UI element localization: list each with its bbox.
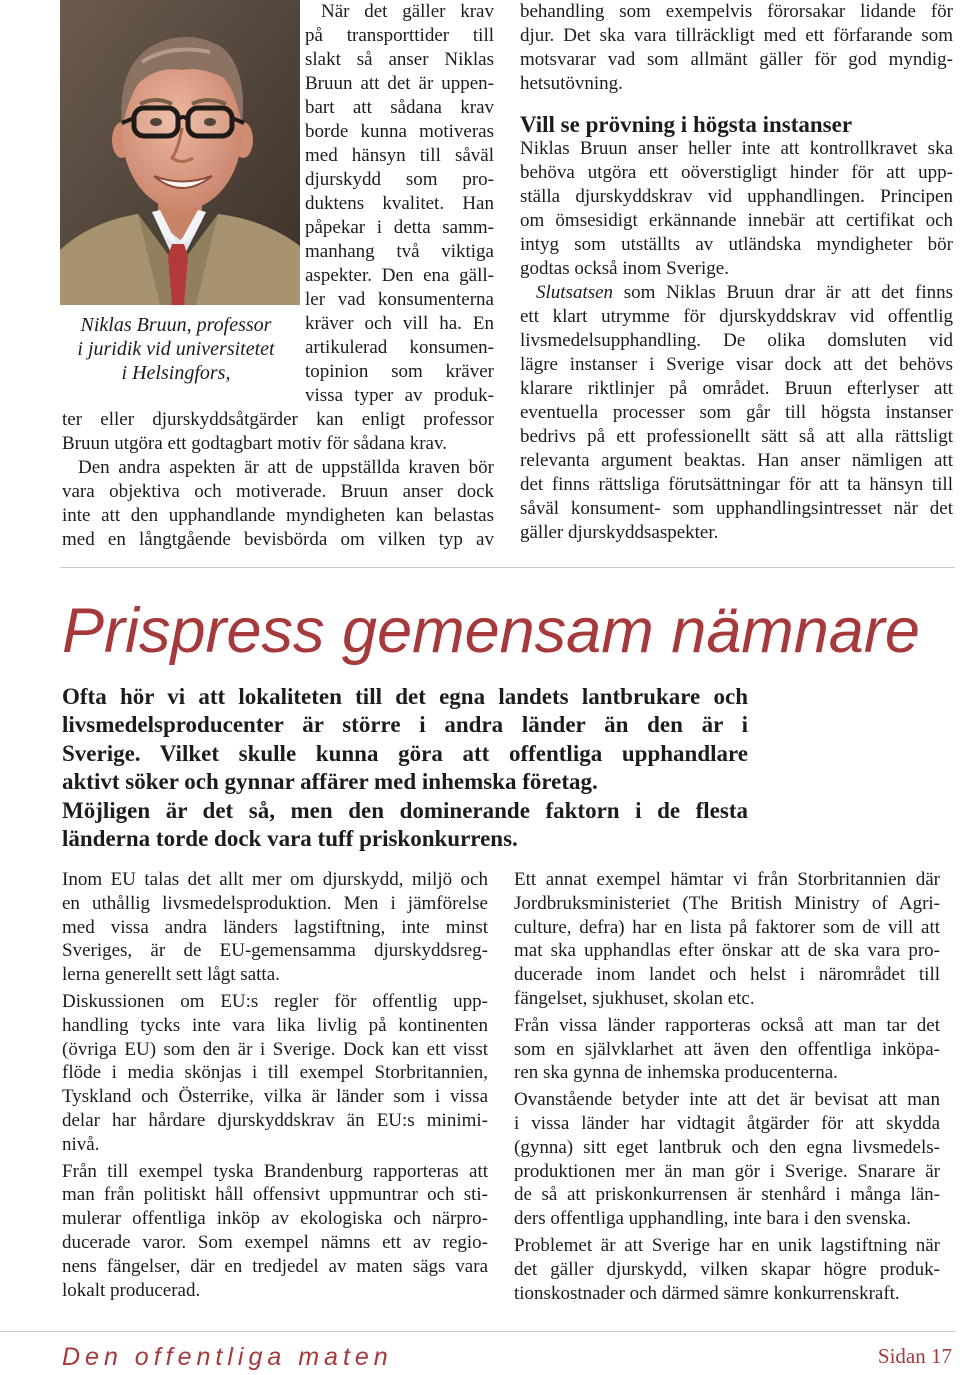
text-line: hetsutövning. bbox=[520, 73, 623, 94]
text-line: intyg som utställts av utländska myndigheter bör bbox=[520, 234, 953, 255]
text-line: aspekter. Den ena gäll- bbox=[305, 265, 494, 286]
text-line: med vissa andra länders lagstiftning, inte minst bbox=[62, 916, 488, 938]
section-heading: Vill se prövning i högsta instanser bbox=[520, 112, 853, 137]
text-line: fängelset, sjukhuset, skolan etc. bbox=[514, 987, 755, 1009]
text-line: mulerar offentliga inköp av ekologiska och närpro- bbox=[62, 1208, 488, 1230]
text-line: (övriga EU) som den är i Sverige. Dock kan ett visst bbox=[62, 1038, 488, 1060]
article-headline: Prispress gemensam nämnare bbox=[62, 596, 920, 666]
text-line: Sverige. Vilket skulle kunna göra att offentliga upphandlare bbox=[62, 740, 748, 766]
text-line: man från politiskt håll offensivt uppmuntrar och sti- bbox=[62, 1184, 488, 1206]
text-line: Diskussionen om EU:s regler för offentlig upp- bbox=[62, 990, 488, 1012]
text-line: ducerade varor. Som exempel nämns ett av regio- bbox=[62, 1231, 488, 1253]
text-line: behöva utgöra ett oöverstigligt hinder för att upp- bbox=[520, 162, 953, 183]
text-line: vara objektiva och motiverade. Bruun anser dock bbox=[62, 481, 494, 502]
text-line: det gäller djurskydd, vilken skapar högre produk- bbox=[514, 1258, 940, 1280]
text-line: nens fängelser, där en tredjedel av maten sägs vara bbox=[62, 1255, 488, 1277]
caption-line: i juridik vid universitetet bbox=[77, 338, 275, 360]
line-text: som Niklas Bruun drar är att det finns bbox=[613, 282, 953, 303]
text-line bbox=[520, 281, 953, 305]
text-line: mat ska upphandlas efter önskar att de ska vara pro- bbox=[514, 940, 940, 962]
text-line: ställa djurskyddskrav vid upphandlingen. Principen bbox=[520, 186, 953, 207]
text-line: klarare riktlinjer på området. Bruun efterlyser att bbox=[520, 378, 953, 399]
text-line: Från till exempel tyska Brandenburg rapporteras att bbox=[62, 1160, 488, 1182]
text-line: artikulerad konsumen- bbox=[305, 337, 494, 358]
text-line: motsvarar vad som allmänt gäller för god myndig- bbox=[520, 49, 953, 70]
text-line: lerna generellt sett lågt satta. bbox=[62, 964, 280, 986]
text-line: nivå. bbox=[62, 1133, 100, 1155]
paragraph bbox=[62, 868, 488, 987]
publication-title: Den offentliga maten bbox=[62, 1343, 393, 1371]
text-line: med hänsyn till såväl bbox=[305, 145, 494, 166]
text-line: Möjligen är det så, men den dominerande faktorn i de flesta bbox=[62, 797, 748, 823]
text-line: relevanta argument beaktas. Han anser nämligen att bbox=[520, 450, 953, 471]
paragraph bbox=[62, 1160, 488, 1303]
text-line: bedrivs på ett professionellt sätt så att alla rättsligt bbox=[520, 426, 953, 447]
text-line: ren ska gynna de inhemska producenterna. bbox=[514, 1062, 838, 1084]
section-divider bbox=[60, 567, 955, 568]
text-line: bart att sådana krav bbox=[305, 97, 494, 118]
text-line: topinion som kräver bbox=[305, 361, 494, 382]
caption-line: Niklas Bruun, professor bbox=[80, 314, 272, 336]
text-line: flöde i media skönjas i till exempel Storbritannien, bbox=[62, 1062, 488, 1084]
text-line: djur. Det ska vara tillräckligt med ett förfarande som bbox=[520, 25, 953, 46]
italic-lead-word: Slutsatsen bbox=[536, 282, 614, 303]
text-line: kräver och vill ha. En bbox=[305, 313, 494, 334]
text-line: länderna torde dock vara tuff priskonkurrens. bbox=[62, 826, 518, 852]
footer-divider bbox=[0, 1331, 956, 1332]
article-column-bottom-left bbox=[62, 868, 488, 1302]
text-line: aktivt söker och gynnar affärer med inhemska företag. bbox=[62, 769, 598, 795]
text-line: ter eller djurskyddsåtgärder kan enligt professor bbox=[62, 409, 494, 430]
paragraph bbox=[514, 868, 940, 1011]
text-line: delar har hårdare djurskyddskrav än EU:s minimi- bbox=[62, 1109, 488, 1131]
text-line: Niklas Bruun anser heller inte att kontrollkravet ska bbox=[520, 138, 953, 159]
text-line: de så att priskonkurrensen är stenhård i många län- bbox=[514, 1184, 940, 1206]
text-line: med en långtgående bevisbörda om vilken typ av bbox=[62, 529, 494, 550]
paragraph bbox=[520, 137, 953, 281]
text-line: ett klart utrymme för djurskyddskrav vid offentlig bbox=[520, 306, 953, 327]
paragraph bbox=[62, 797, 748, 854]
text-line: Ett annat exempel hämtar vi från Storbritannien där bbox=[514, 869, 940, 890]
text-line: i vissa länder har vidtagit åtgärder för att skydda bbox=[514, 1112, 940, 1134]
lead-text bbox=[62, 683, 748, 853]
text-line: om ömsesidigt erkännande innebär att certifikat och bbox=[520, 210, 953, 231]
text-line: Ovanstående betyder inte att det är bevisat att man bbox=[514, 1089, 940, 1111]
text-line: vissa typer av produk- bbox=[305, 385, 494, 406]
paragraph bbox=[62, 990, 488, 1157]
paragraph bbox=[514, 1234, 940, 1305]
text-line: slakt så anser Niklas bbox=[305, 49, 494, 70]
article-lead bbox=[62, 683, 748, 853]
text-line: livsmedelsproducenter är större i andra länder än den är i bbox=[62, 712, 748, 738]
text-line: Inom EU talas det allt mer om djurskydd, miljö och bbox=[62, 869, 488, 890]
portrait-wrap-space bbox=[62, 0, 305, 400]
text-line: Den andra aspekten är att de uppställda kraven bör bbox=[78, 457, 494, 478]
text-line: handling tycks inte vara lika livlig på kontinenten bbox=[62, 1014, 488, 1036]
text-line: Ofta hör vi att lokaliteten till det egna landets lantbrukare och bbox=[62, 684, 748, 709]
text-line: Från vissa länder rapporteras också att man tar det bbox=[514, 1014, 940, 1036]
text-line: gäller djurskyddsaspekter. bbox=[520, 522, 719, 543]
text-line: ders offentliga upphandling, inte bara i den svenska. bbox=[514, 1208, 911, 1230]
article-column-top-right bbox=[520, 0, 953, 545]
text-line: påpekar i detta samm- bbox=[305, 217, 494, 238]
text-line: produktionen mer än man gör i Sverige. Snarare är bbox=[514, 1160, 940, 1182]
caption-line: i Helsingfors, bbox=[121, 362, 231, 384]
text-line: det finns rättsliga förutsättningar för att ta hänsyn till bbox=[520, 474, 953, 495]
text-line: Bruun utgöra ett godtagbart motiv för sådana krav. bbox=[62, 433, 447, 454]
text-line: godtas också inom Sverige. bbox=[520, 258, 729, 279]
text-line: Tyskland och Österrike, vilka är länder som i vissa bbox=[62, 1086, 488, 1108]
text-line: borde kunna motiveras bbox=[305, 121, 494, 142]
text-line: Jordbruksministeriet (The British Ministry of Agri- bbox=[514, 892, 940, 914]
text-line: såväl konsument- som upphandlingsintresset när det bbox=[520, 498, 953, 519]
text-line: duktens kvalitet. Han bbox=[305, 193, 494, 214]
text-line: en uthållig livsmedelsproduktion. Men i jämförelse bbox=[62, 892, 488, 914]
text-line: inte att den upphandlande myndigheten kan belastas bbox=[62, 505, 494, 526]
text-line: Sveriges, är de EU-gemensamma djurskyddsreg- bbox=[62, 940, 488, 962]
text-line: (gynna) sitt eget lantbruk och den egna livsmedels- bbox=[514, 1136, 940, 1158]
text-line: Bruun att det är uppen- bbox=[305, 73, 494, 94]
text-line: ducerade inom landet och helst i närområdet till bbox=[514, 964, 940, 986]
paragraph bbox=[520, 281, 953, 545]
paragraph bbox=[520, 0, 953, 96]
text-line: på transporttider till bbox=[305, 25, 494, 46]
text-line: behandling som exempelvis förorsakar lidande för bbox=[520, 1, 953, 22]
article-column-top-left bbox=[62, 0, 494, 552]
text-line: som en självklarhet att även den offentliga inköpa- bbox=[514, 1038, 940, 1060]
paragraph bbox=[514, 1088, 940, 1231]
text-line: Problemet är att Sverige har en unik lagstiftning när bbox=[514, 1234, 940, 1256]
text-line: livsmedelsupphandling. De olika domsluten vid bbox=[520, 330, 953, 351]
page-number: Sidan 17 bbox=[877, 1344, 952, 1368]
paragraph bbox=[514, 1014, 940, 1085]
text-line: När det gäller krav bbox=[321, 1, 494, 22]
text-line: eventuella processer som går till högsta instanser bbox=[520, 402, 953, 423]
text-line: manhang två viktiga bbox=[305, 241, 494, 262]
text-line: ler vad konsumenterna bbox=[305, 289, 494, 310]
text-line: culture, defra) har en lista på faktorer som de vill att bbox=[514, 916, 940, 938]
paragraph bbox=[62, 683, 748, 797]
text-line: djurskydd som pro- bbox=[305, 169, 494, 190]
text-line: lägre instanser i Sverige visar dock att det behövs bbox=[520, 354, 953, 375]
text-line: tionskostnader och därmed sämre konkurrenskraft. bbox=[514, 1282, 900, 1304]
text-line: lokalt producerad. bbox=[62, 1279, 201, 1301]
paragraph bbox=[62, 456, 494, 552]
article-column-bottom-right bbox=[514, 868, 940, 1305]
